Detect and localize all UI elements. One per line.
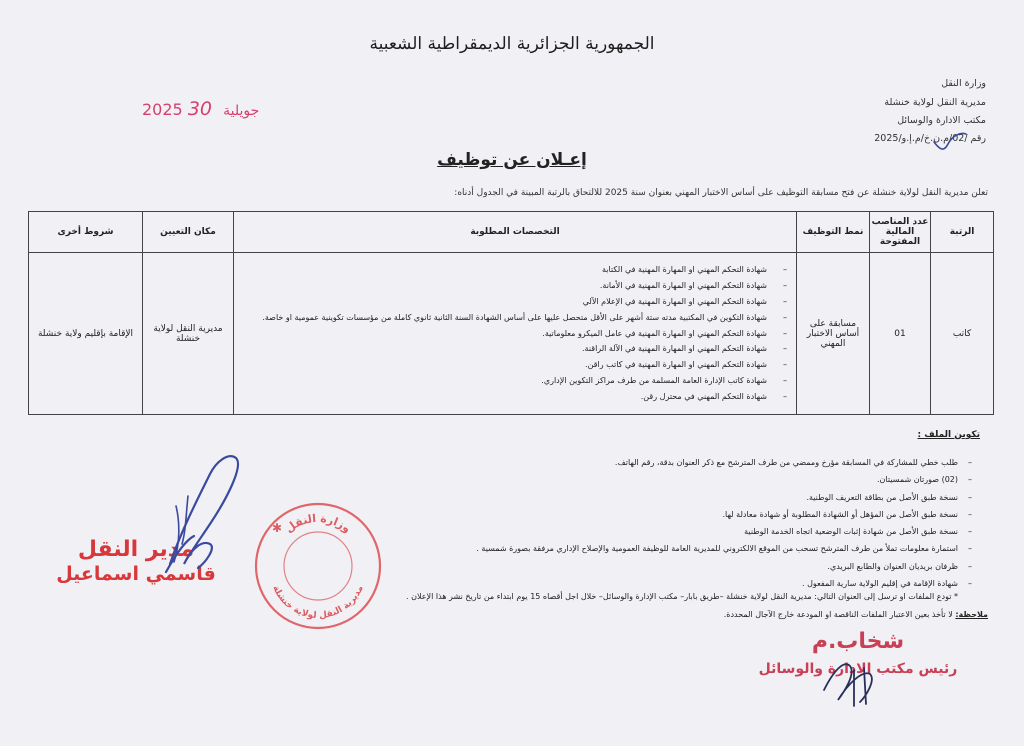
list-item: – شهادة التكوين في المكتبية مدته ستة أشهر على الأقل متحصل عليها على أساس الشهادة السنة الثانية ثانوي كاملة من مؤسسات تكوينية عمومية او خاصة. (239, 310, 767, 326)
list-item: – شهادة الإقامة في إقليم الولاية سارية المفعول . (476, 575, 958, 592)
table-header-row (29, 212, 994, 253)
directorate-line: مديرية النقل لولاية خنشلة (884, 97, 986, 108)
list-item: – ظرفان بريديان العنوان والطابع البريدي. (476, 558, 958, 575)
list-item: – شهادة كاتب الإدارة العامة المسلمة من طرف مراكز التكوين الإداري. (239, 373, 767, 389)
cell-specialties (234, 253, 797, 415)
svg-text:✱: ✱ (272, 521, 283, 535)
list-item: – شهادة التحكم المهني او المهارة المهنية في كاتب راقن. (239, 357, 767, 373)
header-specialties: التخصصات المطلوبة (234, 212, 797, 253)
dossier-list (476, 454, 958, 592)
dossier-title: تكوين الملف : (917, 430, 980, 440)
header-other-conditions: شروط أخرى (29, 212, 143, 253)
date-stamp (142, 98, 265, 120)
table-row (29, 253, 994, 415)
list-item: – شهادة التحكم المهني في محترل رقن. (239, 389, 767, 405)
list-item: – نسخة طبق الأصل من المؤهل أو الشهادة المطلوبة أو شهادة معادلة لها. (476, 506, 958, 523)
reference-number: رقم /02/م.ن.خ/م.إ.و/2025 (874, 133, 986, 144)
ministry-line: وزارة النقل (941, 78, 986, 89)
specialties-list (235, 262, 795, 404)
list-item: – استمارة معلومات تملأ من طرف المترشح تسحب من الموقع الالكتروني للمديرية العامة للوظيفة العمومية والإصلاح الإداري مرفقة بصورة شمسية . (476, 540, 958, 557)
list-item: – شهادة التحكم المهني او المهارة المهنية في الكتابة (239, 262, 767, 278)
list-item: – طلب خطي للمشاركة في المسابقة مؤرخ وممضي من طرف المترشح مع ذكر العنوان بدقة، رقم الهاتف. (476, 454, 958, 471)
date-stamp-day: 30 (187, 98, 212, 120)
cell-location: مديرية النقل لولاية خنشلة (143, 253, 234, 415)
cell-mode: مسابقة على أساس الاختبار المهني (797, 253, 870, 415)
remark-label: ملاحظة: (955, 610, 988, 619)
cell-grade: كاتب (931, 253, 994, 415)
date-stamp-month: جويلية (223, 103, 260, 119)
reference-checkmark (930, 128, 970, 154)
cell-posts: 01 (870, 253, 931, 415)
director-name: قاسمي اسماعيل (56, 563, 216, 585)
recruitment-table (28, 211, 994, 415)
cell-other-conditions: الإقامة بإقليم ولاية خنشلة (29, 253, 143, 415)
deposit-note: * تودع الملفات او ترسل إلى العنوان التالي: مديرية النقل لولاية خنشلة –طريق بابار– مكتب الإدارة والوسائل– خلال اجل أقصاه 15 يوم ابتداء من تاريخ نشر هذا الإعلان . (406, 592, 958, 601)
office-line: مكتب الادارة والوسائل (897, 115, 986, 126)
remark-text: لا تأخذ بعين الاعتبار الملفات الناقصة او المودعة خارج الآجال المحددة. (723, 610, 953, 619)
list-item: – نسخة طبق الأصل من شهادة إثبات الوضعية اتجاه الخدمة الوطنية (476, 523, 958, 540)
announcement-intro: تعلن مديرية النقل لولاية خنشلة عن فتح مسابقة التوظيف على أساس الاختبار المهني بعنوان سنة 2025 للالتحاق بالرتبة المبينة في الجدول أدناه: (454, 188, 988, 198)
announcement-title: إعـلان عن توظيف (437, 150, 587, 170)
header-grade: الرتبة (931, 212, 994, 253)
seal-top-text: وزارة النقل (282, 511, 354, 536)
office-head-name: رئيس مكتب الادارة والوسائل (758, 661, 958, 677)
director-title: مدير النقل (77, 537, 195, 562)
list-item: – شهادة التحكم المهني او المهارة المهنية في الآلة الراقنة. (239, 341, 767, 357)
republic-heading: الجمهورية الجزائرية الديمقراطية الشعبية (369, 34, 655, 54)
official-seal (252, 500, 384, 632)
office-head-signature (814, 640, 894, 710)
header-mode: نمط التوظيف (797, 212, 870, 253)
svg-text:مديرية النقل لولاية خنشلة (270, 584, 365, 621)
remark-line (724, 610, 988, 619)
list-item: – نسخة طبق الأصل من بطاقة التعريف الوطنية. (476, 489, 958, 506)
list-item: – شهادة التحكم المهني او المهارة المهنية في عامل الميكرو معلوماتية. (239, 326, 767, 342)
list-item: – شهادة التحكم المهني او المهارة المهنية في الإعلام الآلي (239, 294, 767, 310)
header-posts: عدد المناصب المالية المفتوحة (870, 212, 931, 253)
office-head-title: شخاب.م (811, 629, 905, 654)
list-item: – شهادة التحكم المهني او المهارة المهنية في الأمانة. (239, 278, 767, 294)
director-signature (140, 444, 260, 584)
header-location: مكان التعيين (143, 212, 234, 253)
list-item: – (02) صورتان شمسيتان. (476, 471, 958, 488)
seal-bottom-text: مديرية النقل لولاية خنشلة (270, 584, 366, 622)
date-stamp-year: 2025 (142, 100, 183, 119)
